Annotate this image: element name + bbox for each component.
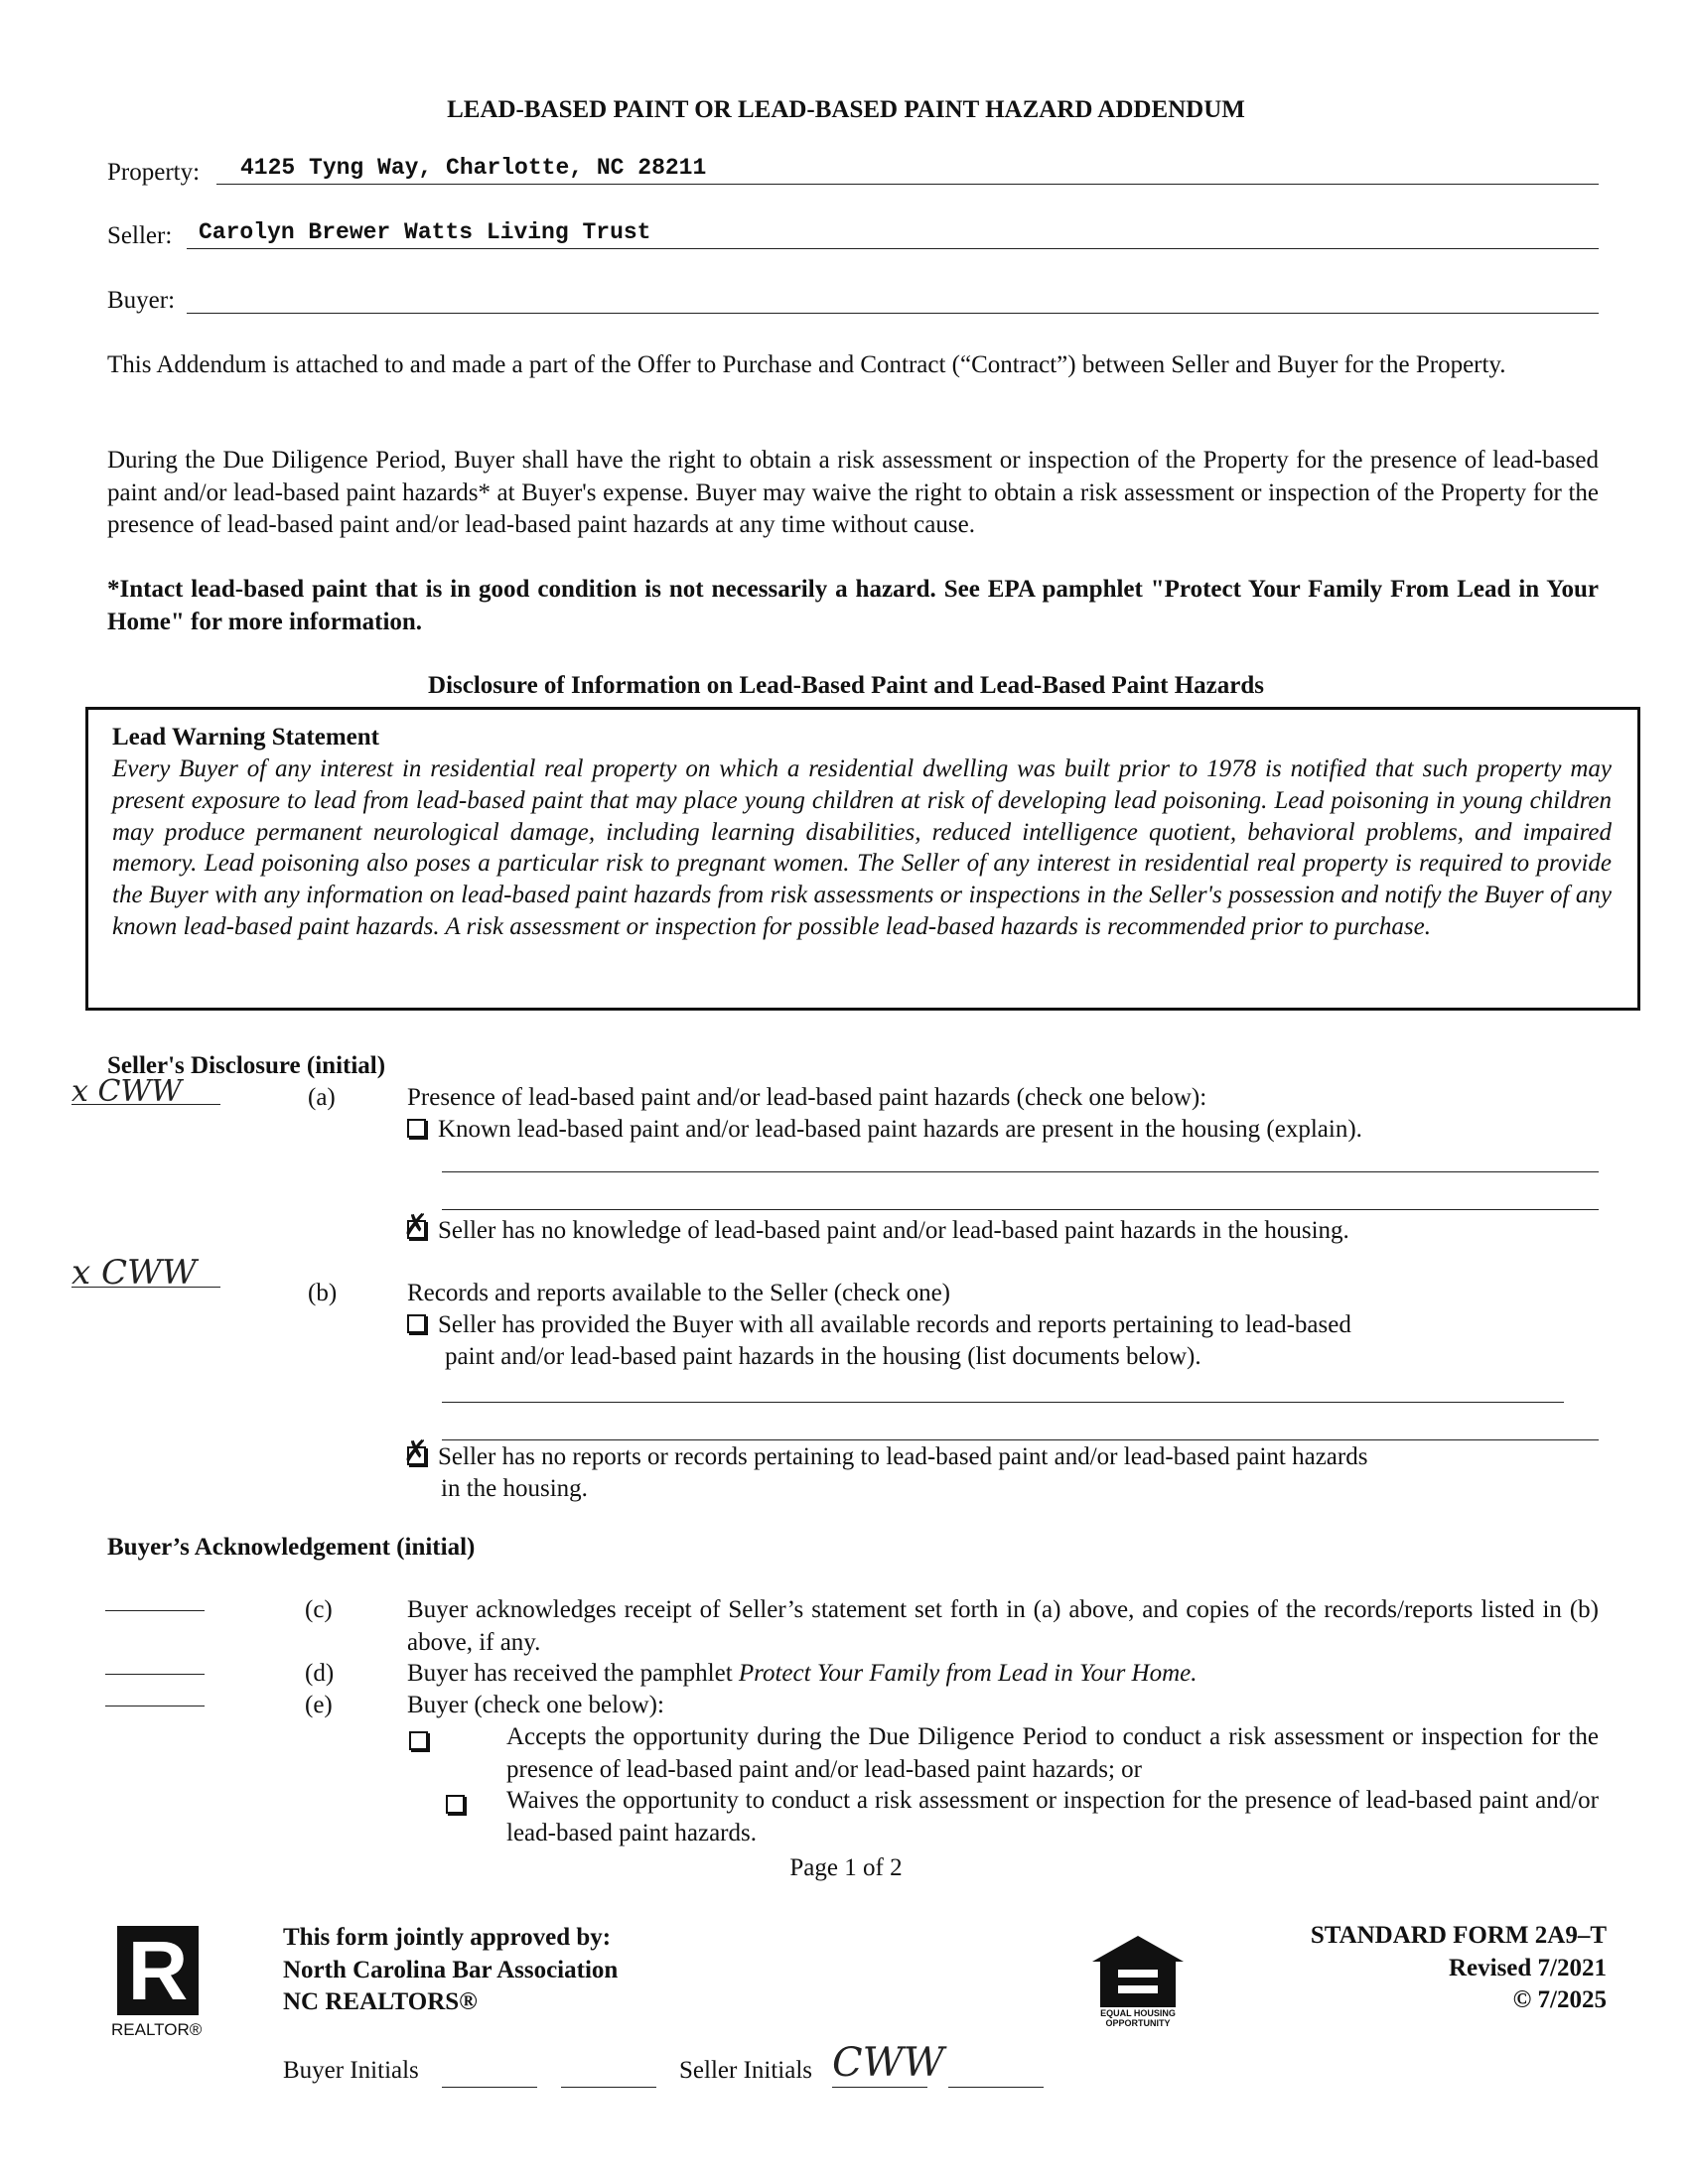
buyer-initials-e[interactable] bbox=[105, 1696, 205, 1706]
buyer-label: Buyer: bbox=[107, 287, 176, 314]
approved-line-3: NC REALTORS® bbox=[283, 1988, 478, 2015]
standard-form-copyright: © 7/2025 bbox=[1512, 1986, 1607, 2013]
item-a-option-no-knowledge[interactable] bbox=[407, 1215, 1349, 1248]
seller-field[interactable] bbox=[187, 216, 1599, 249]
item-b-letter: (b) bbox=[308, 1280, 338, 1306]
seller-initials-signature[interactable]: CWW bbox=[832, 2037, 927, 2088]
checkbox-a-known[interactable] bbox=[407, 1119, 426, 1138]
item-c-letter: (c) bbox=[305, 1596, 333, 1623]
buyer-field[interactable] bbox=[187, 283, 1599, 314]
property-field[interactable] bbox=[216, 154, 1599, 185]
checkbox-b-none[interactable] bbox=[407, 1446, 426, 1465]
standard-form-block bbox=[1192, 1920, 1607, 2017]
seller-initials-line-2[interactable] bbox=[948, 2079, 1044, 2088]
form-title: LEAD-BASED PAINT OR LEAD-BASED PAINT HAZARD ADDENDUM bbox=[447, 96, 1245, 123]
approved-line-2: North Carolina Bar Association bbox=[283, 1956, 619, 1983]
item-e-letter: (e) bbox=[305, 1692, 333, 1718]
item-b-option-provided[interactable] bbox=[407, 1309, 1351, 1342]
item-b-option-provided-line1: Seller has provided the Buyer with all available records and reports pertaining to lead-based bbox=[438, 1311, 1351, 1338]
standard-form-revised: Revised 7/2021 bbox=[1448, 1954, 1607, 1981]
lead-warning-box bbox=[85, 707, 1640, 1011]
item-c-text: Buyer acknowledges receipt of Seller’s statement set forth in (a) above, and copies of the records/reports listed in (b) above, if any. bbox=[407, 1596, 1599, 1656]
equal-housing-label: EQUAL HOUSING OPPORTUNITY bbox=[1100, 2008, 1176, 2028]
explain-line-2[interactable] bbox=[442, 1187, 1599, 1210]
checkbox-e-accepts[interactable] bbox=[409, 1731, 428, 1750]
intact-paint-note: *Intact lead-based paint that is in good condition is not necessarily a hazard. See EPA pamphlet "Protect Your Family From Lead in Your Home" for more information. bbox=[107, 576, 1599, 635]
due-diligence-paragraph: During the Due Diligence Period, Buyer shall have the right to obtain a risk assessment or inspection of the Property for the presence of lead-based paint and/or lead-based paint hazards* at Buyer's expense. Buyer may waive the right to obtain a risk assessment or inspection of the Property for the presence of lead-based paint and/or lead-based paint hazards at any time without cause. bbox=[107, 447, 1599, 538]
checkbox-b-provided[interactable] bbox=[407, 1314, 426, 1333]
page-number: Page 1 of 2 bbox=[789, 1854, 903, 1881]
disclosure-heading: Disclosure of Information on Lead-Based Paint and Lead-Based Paint Hazards bbox=[428, 672, 1264, 699]
checkbox-a-no-knowledge[interactable] bbox=[407, 1220, 426, 1239]
item-b-option-none-line1: Seller has no reports or records pertaining to lead-based paint and/or lead-based paint hazards bbox=[438, 1443, 1368, 1470]
realtor-logo-icon: R bbox=[117, 1926, 199, 2015]
property-value: 4125 Tyng Way, Charlotte, NC 28211 bbox=[240, 155, 707, 181]
seller-label: Seller: bbox=[107, 222, 173, 249]
documents-line-1[interactable] bbox=[442, 1380, 1564, 1403]
buyer-initials-d[interactable] bbox=[105, 1664, 205, 1675]
item-b-option-none[interactable] bbox=[407, 1441, 1367, 1474]
property-label: Property: bbox=[107, 159, 201, 186]
checkbox-e-waives[interactable] bbox=[446, 1795, 465, 1814]
item-b-option-provided-line2: paint and/or lead-based paint hazards in the housing (list documents below). bbox=[445, 1343, 1201, 1370]
item-e-text: Buyer (check one below): bbox=[407, 1692, 664, 1718]
item-a-option-known[interactable] bbox=[407, 1114, 1362, 1147]
item-d-letter: (d) bbox=[305, 1660, 335, 1687]
seller-initials-b[interactable]: x CWW bbox=[71, 1251, 220, 1288]
item-e-option-accepts: Accepts the opportunity during the Due Diligence Period to conduct a risk assessment or inspection for the presence of lead-based paint and/or lead-based paint hazards; or bbox=[506, 1723, 1599, 1783]
realtor-label: REALTOR® bbox=[111, 2020, 203, 2039]
buyer-initials-label: Buyer Initials bbox=[283, 2057, 419, 2084]
seller-initials-label: Seller Initials bbox=[679, 2057, 812, 2084]
item-d-text bbox=[407, 1658, 1198, 1691]
documents-line-2[interactable] bbox=[442, 1418, 1599, 1440]
approved-by-block bbox=[283, 1922, 618, 2019]
item-b-text: Records and reports available to the Seller (check one) bbox=[407, 1280, 950, 1306]
equal-housing-icon bbox=[1090, 1934, 1186, 2009]
item-a-letter: (a) bbox=[308, 1084, 336, 1111]
seller-disclosure-heading: Seller's Disclosure (initial) bbox=[107, 1052, 386, 1079]
lead-warning-heading: Lead Warning Statement bbox=[112, 724, 379, 751]
item-d-pamphlet-title: Protect Your Family from Lead in Your Home. bbox=[738, 1660, 1198, 1687]
buyer-initials-c[interactable] bbox=[105, 1600, 205, 1611]
buyer-ack-heading: Buyer’s Acknowledgement (initial) bbox=[107, 1534, 476, 1561]
seller-initials-a[interactable]: x CWW bbox=[71, 1072, 220, 1105]
standard-form-number: STANDARD FORM 2A9–T bbox=[1310, 1922, 1607, 1949]
seller-value: Carolyn Brewer Watts Living Trust bbox=[199, 219, 651, 245]
item-a-option-known-label: Known lead-based paint and/or lead-based paint hazards are present in the housing (explain). bbox=[438, 1116, 1362, 1143]
lead-warning-text: Every Buyer of any interest in residential real property on which a residential dwelling was built prior to 1978 is notified that such property may present exposure to lead from lead-based paint that may place young children at risk of developing lead poisoning. Lead poisoning in young children may produce permanent neurological damage, including learning disabilities, reduced intelligence quotient, behavioral problems, and impaired memory. Lead poisoning also poses a particular risk to pregnant women. The Seller of any interest in residential real property is required to provide the Buyer with any information on lead-based paint hazards from risk assessments or inspections in the Seller's possession and notify the Buyer of any known lead-based paint hazards. A risk assessment or inspection for possible lead-based hazards is recommended prior to purchase. bbox=[112, 755, 1612, 940]
approved-line-1: This form jointly approved by: bbox=[283, 1924, 612, 1951]
intro-paragraph: This Addendum is attached to and made a part of the Offer to Purchase and Contract (“Contract”) between Seller and Buyer for the Property. bbox=[107, 351, 1506, 378]
explain-line-1[interactable] bbox=[442, 1150, 1599, 1172]
item-b-option-none-line2: in the housing. bbox=[441, 1475, 588, 1502]
buyer-initials-line-2[interactable] bbox=[561, 2079, 656, 2088]
item-a-text: Presence of lead-based paint and/or lead-based paint hazards (check one below): bbox=[407, 1084, 1207, 1111]
buyer-initials-line-1[interactable] bbox=[442, 2079, 537, 2088]
item-a-option-no-knowledge-label: Seller has no knowledge of lead-based paint and/or lead-based paint hazards in the housing. bbox=[438, 1217, 1349, 1244]
item-e-option-waives: Waives the opportunity to conduct a risk assessment or inspection for the presence of lead-based paint and/or lead-based paint hazards. bbox=[506, 1787, 1599, 1846]
item-d-text-prefix: Buyer has received the pamphlet bbox=[407, 1660, 739, 1687]
